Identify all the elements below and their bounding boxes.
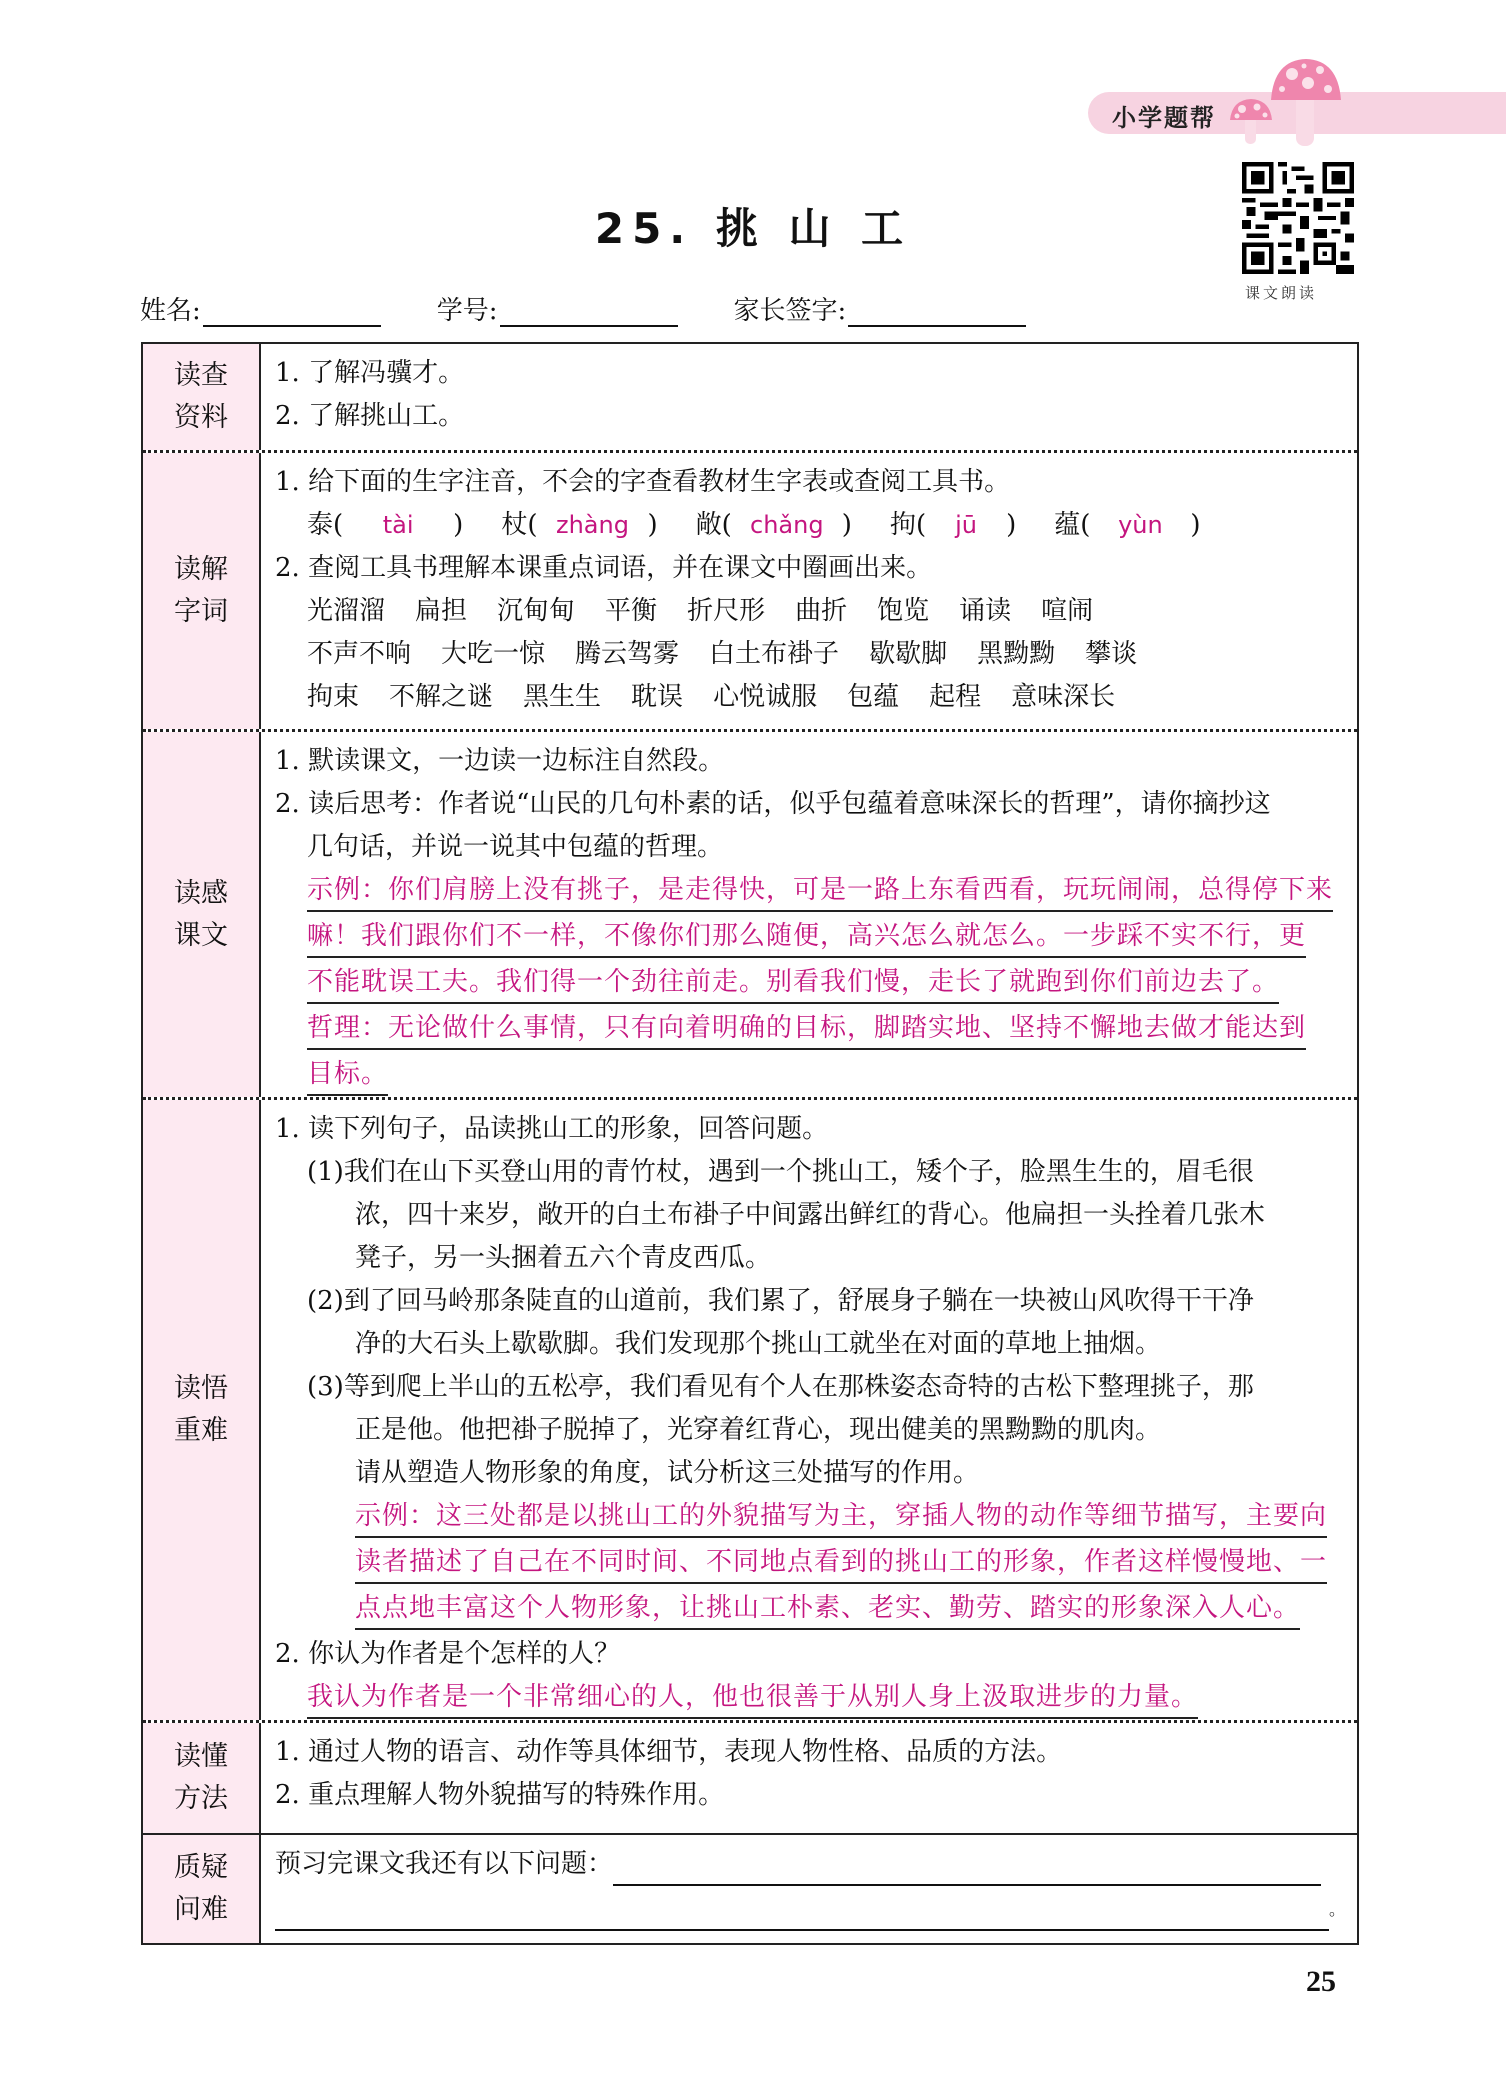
worksheet-table — [141, 342, 1359, 1945]
brand-label: 小学题帮 — [1112, 104, 1216, 132]
parent-signature-field[interactable] — [734, 290, 1027, 327]
page-title: 25. 挑 山 工 — [594, 204, 912, 253]
question-2: 2. 查阅工具书理解本课重点词语，并在课文中圈画出来。 — [275, 553, 933, 583]
section-content — [261, 344, 1357, 450]
answer-line[interactable]: 哲理：无论做什么事情，只有向着明确的目标，脚踏实地、坚持不懈地去做才能达到 — [307, 1008, 1306, 1050]
answer-line[interactable]: 不能耽误工夫。我们得一个劲往前走。别看我们慢，走长了就跑到你们前边去了。 — [307, 962, 1279, 1004]
student-id-blank[interactable] — [500, 299, 678, 327]
answer-block — [275, 869, 1343, 1099]
answer-line[interactable]: 示例：你们肩膀上没有挑子，是走得快，可是一路上东看西看，玩玩闹闹，总得停下来 — [307, 870, 1333, 912]
section-reading — [143, 729, 1357, 1097]
student-id-field[interactable] — [437, 290, 678, 327]
list-item: 2. 重点理解人物外貌描写的特殊作用。 — [275, 1780, 725, 1810]
list-item: 1. 通过人物的语言、动作等具体细节，表现人物性格、品质的方法。 — [275, 1737, 1063, 1767]
section-reference — [143, 344, 1357, 450]
question-blank-1[interactable] — [613, 1856, 1321, 1886]
list-item: 2. 了解挑山工。 — [275, 401, 465, 431]
parent-signature-label: 家长签字: — [733, 296, 847, 326]
word-list-row-2: 不声不响 大吃一惊 腾云驾雾 白土布褂子 歇歇脚 黑黝黝 攀谈 — [307, 639, 1138, 669]
answer-line[interactable]: 点点地丰富这个人物形象，让挑山工朴素、老实、勤劳、踏实的形象深入人心。 — [355, 1588, 1300, 1630]
section-difficulty — [143, 1097, 1357, 1720]
analysis-prompt: 请从塑造人物形象的角度，试分析这三处描写的作用。 — [355, 1458, 980, 1488]
pinyin-answer[interactable]: zhàng — [555, 511, 629, 539]
section-label: 读解 字词 — [143, 453, 261, 729]
pinyin-item: 蕴( yùn ) — [1054, 504, 1200, 547]
section-content — [261, 1723, 1357, 1833]
pinyin-answer[interactable]: yùn — [1118, 511, 1163, 539]
end-mark: 。 — [1329, 1900, 1346, 1919]
name-field[interactable] — [140, 290, 381, 327]
page-number: 25 — [1306, 1965, 1336, 1998]
section-label: 质疑 问难 — [143, 1835, 261, 1943]
qr-caption: 课文朗读 — [1245, 284, 1318, 302]
pinyin-item: 拘( jū ) — [890, 504, 1016, 547]
answer-line[interactable]: 示例：这三处都是以挑山工的外貌描写为主，穿插人物的动作等细节描写，主要向 — [355, 1496, 1327, 1538]
pinyin-answer[interactable]: jū — [955, 511, 978, 539]
section-content — [261, 732, 1357, 1097]
answer-block — [275, 1495, 1343, 1633]
section-vocabulary — [143, 450, 1357, 729]
sentence-3: (3)等到爬上半山的五松亭，我们看见有个人在那株姿态奇特的古松下整理挑子，那 — [307, 1372, 1254, 1402]
section-label: 读查 资料 — [143, 344, 261, 450]
pinyin-answer[interactable]: tài — [382, 511, 414, 539]
word-list-row-1: 光溜溜 扁担 沉甸甸 平衡 折尺形 曲折 饱览 诵读 喧闹 — [307, 596, 1094, 626]
list-item: 1. 了解冯骥才。 — [275, 358, 465, 388]
pinyin-answers — [275, 504, 1343, 547]
section-label: 读懂 方法 — [143, 1723, 261, 1833]
parent-signature-blank[interactable] — [848, 299, 1026, 327]
section-questions — [143, 1833, 1357, 1943]
student-id-label: 学号: — [436, 296, 498, 326]
section-label: 读悟 重难 — [143, 1100, 261, 1720]
question-1: 1. 给下面的生字注音，不会的字查看教材生字表或查阅工具书。 — [275, 467, 1011, 497]
section-label: 读感 课文 — [143, 732, 261, 1097]
sentence-2: (2)到了回马岭那条陡直的山道前，我们累了，舒展身子躺在一块被山风吹得干干净 — [307, 1286, 1254, 1316]
section-content: 1. 读下列句子，品读挑山工的形象，回答问题。 (1)我们在山下买登山用的青竹杖，遇到一个挑山工，矮个子，脸黑生生的，眉毛很 浓，四十来岁，敞开的白土布褂子中间露出鲜红的背心。他扁担一头拴着几张木 凳子，另一头捆着五六个青皮西瓜。 (2)到了回马岭那条陡直的山道前，我们累了，舒展身子躺在一块被山风吹得干干净 净的大石头上歇歇脚。我们发现那个挑山工就坐在对面的草地上抽烟。 (3)等到爬上半山的五松亭，我们看见有个人在那株姿态奇特的古松下整理挑子，那 正是他。他把褂子脱掉了，光穿着红背心，现出健美的黑黝黝的肌肉。 请从塑造人物形象的角度，试分析这三处描写的作用。 示例：这三处都是以挑山工的外貌描写为主，穿插人物的动作等细节描写，主要向 读者描述了自己在不同时间、不同地点看到的挑山工的形象，作者这样慢慢地、一 点点地丰富这个人物形象，让挑山工朴素、老实、勤劳、踏实的形象深入人心。 2. 你认为作者是个怎样的人？ 我认为作者是一个非常细心的人，他也很善于从别人身上汲取进步的力量。 — [261, 1100, 1357, 1720]
answer-line[interactable]: 目标。 — [307, 1054, 388, 1096]
pinyin-answer[interactable]: chǎng — [750, 511, 824, 539]
pinyin-item: 杖( zhàng ) — [501, 504, 657, 547]
section-content — [261, 453, 1357, 729]
name-blank[interactable] — [203, 299, 381, 327]
sentence-1: (1)我们在山下买登山用的青竹杖，遇到一个挑山工，矮个子，脸黑生生的，眉毛很 — [307, 1157, 1254, 1187]
section-method — [143, 1720, 1357, 1833]
answer-line[interactable]: 嘛！我们跟你们不一样，不像你们那么随便，高兴怎么就怎么。一步踩不实不行，更 — [307, 916, 1306, 958]
question-2: 2. 你认为作者是个怎样的人？ — [275, 1639, 621, 1669]
questions-prompt: 预习完课文我还有以下问题： — [275, 1849, 614, 1879]
name-label: 姓名: — [140, 296, 201, 326]
answer-line[interactable]: 我认为作者是一个非常细心的人，他也很善于从别人身上汲取进步的力量。 — [307, 1677, 1198, 1719]
pinyin-item: 敞( chǎng ) — [696, 504, 852, 547]
question-1: 1. 读下列句子，品读挑山工的形象，回答问题。 — [275, 1114, 829, 1144]
section-content — [261, 1835, 1359, 1943]
word-list-row-3: 拘束 不解之谜 黑生生 耽误 心悦诚服 包蕴 起程 意味深长 — [307, 682, 1116, 712]
question-2: 2. 读后思考：作者说“山民的几句朴素的话，似乎包蕴着意味深长的哲理”，请你摘抄这 — [275, 789, 1271, 819]
student-info-fields — [140, 290, 1026, 327]
pinyin-item: 泰( tài ) — [307, 504, 463, 547]
question-1: 1. 默读课文，一边读一边标注自然段。 — [275, 746, 725, 776]
mushroom-large-icon — [1268, 56, 1344, 148]
answer-line[interactable]: 读者描述了自己在不同时间、不同地点看到的挑山工的形象，作者这样慢慢地、一 — [355, 1542, 1327, 1584]
question-2-cont: 几句话，并说一说其中包蕴的哲理。 — [307, 832, 724, 862]
question-blank-2[interactable] — [275, 1901, 1329, 1931]
